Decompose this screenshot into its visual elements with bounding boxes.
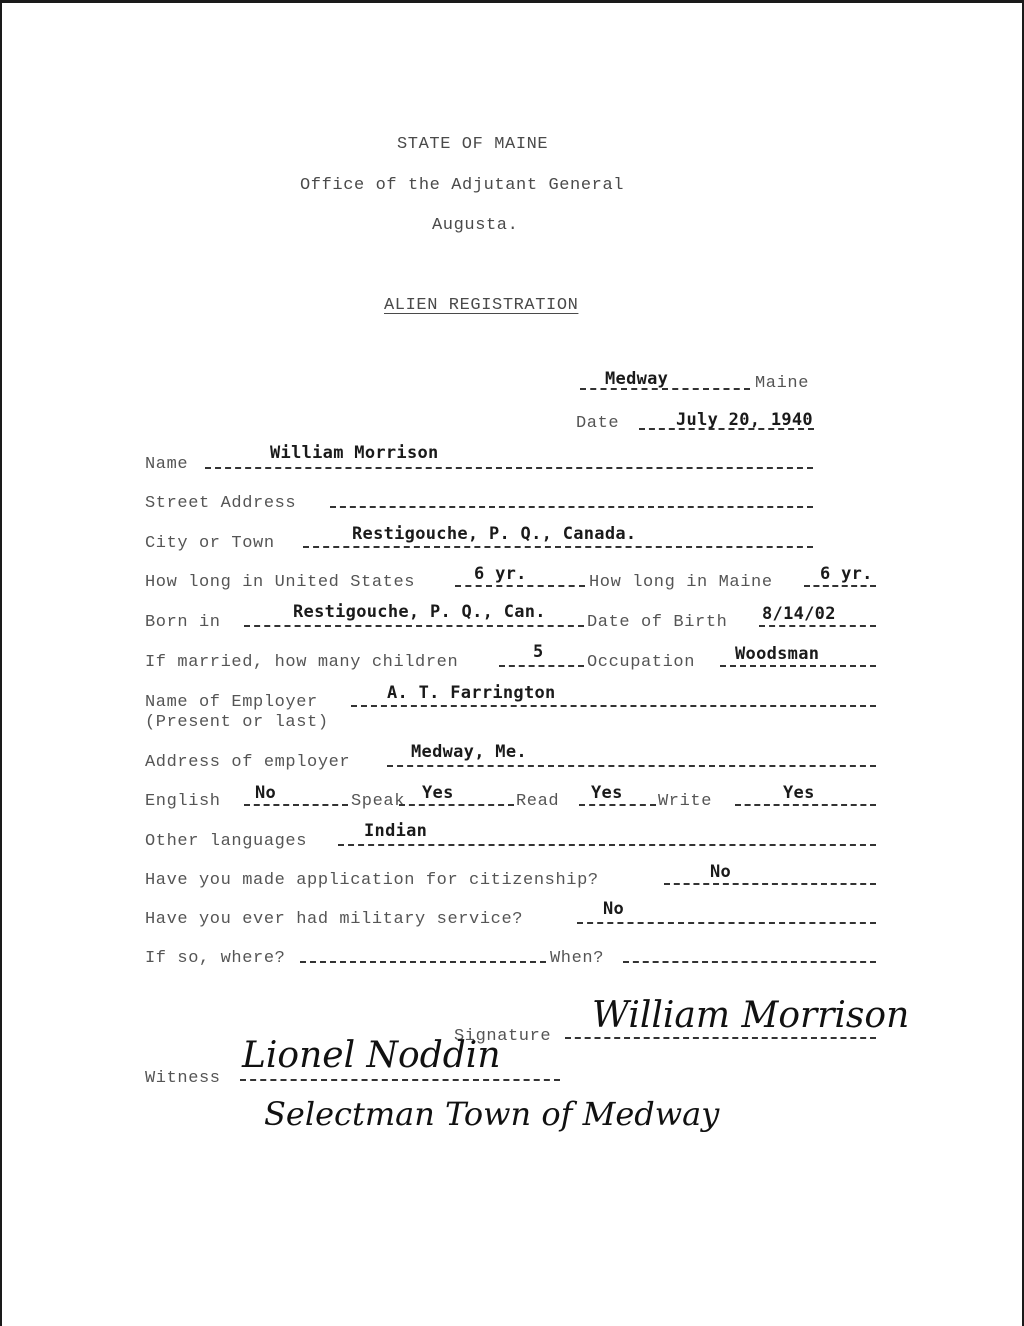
header-office: Office of the Adjutant General xyxy=(300,176,625,195)
occupation-line xyxy=(720,665,876,667)
employer-label: Name of Employer xyxy=(145,693,318,712)
born-in-line xyxy=(244,625,584,627)
children-line xyxy=(499,665,584,667)
where-line xyxy=(300,961,546,963)
header-city: Augusta. xyxy=(432,216,519,235)
how-long-maine-label: How long in Maine xyxy=(589,573,773,592)
how-long-us-line xyxy=(455,585,585,587)
name-value: William Morrison xyxy=(270,443,439,463)
employer-address-value: Medway, Me. xyxy=(411,742,527,762)
street-label: Street Address xyxy=(145,494,297,513)
citizenship-line xyxy=(664,883,876,885)
english-value: No xyxy=(255,783,277,803)
citizenship-label: Have you made application for citizenship? xyxy=(145,871,599,890)
state-label: Maine xyxy=(755,374,810,393)
signature-label: Signature xyxy=(454,1027,552,1046)
children-label: If married, how many children xyxy=(145,653,459,672)
how-long-us-label: How long in United States xyxy=(145,573,416,592)
city-value: Restigouche, P. Q., Canada. xyxy=(352,524,637,544)
speak-label: Speak xyxy=(351,792,406,811)
form-title: ALIEN REGISTRATION xyxy=(384,296,579,315)
military-line xyxy=(577,922,876,924)
employer-line xyxy=(351,705,876,707)
date-value: July 20, 1940 xyxy=(676,410,813,430)
read-line xyxy=(579,804,656,806)
speak-value: Yes xyxy=(422,783,454,803)
city-line xyxy=(303,546,813,548)
occupation-value: Woodsman xyxy=(735,644,820,664)
employer-sublabel: (Present or last) xyxy=(145,713,329,732)
born-in-label: Born in xyxy=(145,613,221,632)
dob-label: Date of Birth xyxy=(587,613,728,632)
where-label: If so, where? xyxy=(145,949,286,968)
military-value: No xyxy=(603,899,625,919)
children-value: 5 xyxy=(533,642,544,662)
write-line xyxy=(735,804,876,806)
citizenship-value: No xyxy=(710,862,732,882)
english-line xyxy=(244,804,348,806)
employer-value: A. T. Farrington xyxy=(387,683,556,703)
write-label: Write xyxy=(658,792,713,811)
speak-line xyxy=(399,804,514,806)
header-state: STATE OF MAINE xyxy=(397,135,549,154)
witness-title-handwriting: Selectman Town of Medway xyxy=(264,1095,720,1133)
witness-handwriting: Lionel Noddin xyxy=(242,1035,501,1076)
witness-line xyxy=(240,1079,560,1081)
witness-label: Witness xyxy=(145,1069,221,1088)
street-line xyxy=(330,506,813,508)
dob-line xyxy=(759,625,876,627)
employer-address-line xyxy=(387,765,876,767)
born-in-value: Restigouche, P. Q., Can. xyxy=(293,602,546,622)
military-label: Have you ever had military service? xyxy=(145,910,524,929)
city-label: City or Town xyxy=(145,534,275,553)
occupation-label: Occupation xyxy=(587,653,696,672)
dob-value: 8/14/02 xyxy=(762,604,836,624)
how-long-us-value: 6 yr. xyxy=(474,564,527,584)
read-label: Read xyxy=(516,792,560,811)
when-label: When? xyxy=(550,949,605,968)
town-value: Medway xyxy=(605,369,669,389)
how-long-maine-value: 6 yr. xyxy=(820,564,873,584)
signature-handwriting: William Morrison xyxy=(592,995,910,1036)
english-label: English xyxy=(145,792,221,811)
when-line xyxy=(623,961,876,963)
name-label: Name xyxy=(145,455,189,474)
how-long-maine-line xyxy=(804,585,876,587)
other-languages-line xyxy=(338,844,876,846)
other-languages-value: Indian xyxy=(364,821,428,841)
other-languages-label: Other languages xyxy=(145,832,308,851)
name-line xyxy=(205,467,813,469)
date-label: Date xyxy=(576,414,620,433)
write-value: Yes xyxy=(783,783,815,803)
employer-address-label: Address of employer xyxy=(145,753,351,772)
read-value: Yes xyxy=(591,783,623,803)
signature-line xyxy=(565,1037,876,1039)
